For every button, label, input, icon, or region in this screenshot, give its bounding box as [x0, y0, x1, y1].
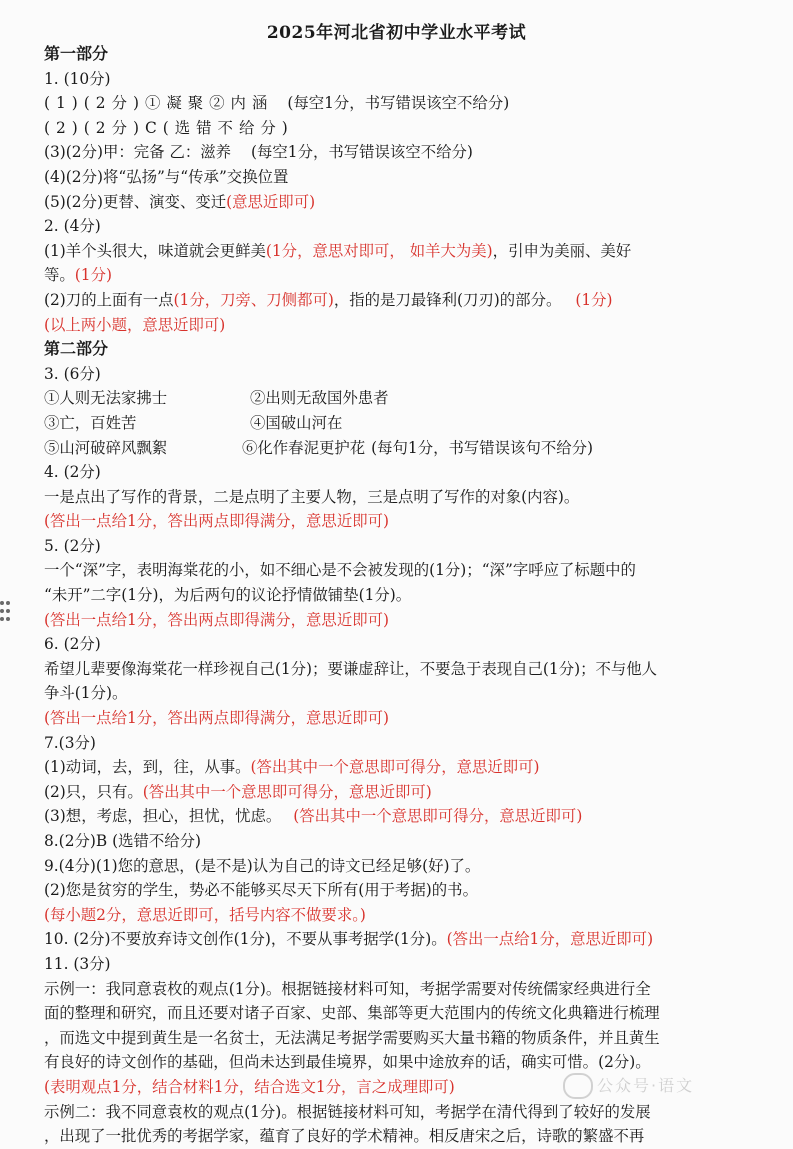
page-title: 2025年河北省初中学业水平考试 [266, 23, 527, 43]
q3-line-3: ⑤山河破碎风飘絮 ⑥化作春泥更护花 (每句1分，书写错误该句不给分) [44, 438, 594, 457]
section-heading-part2: 第二部分 [44, 339, 109, 359]
q7-line-3: (3)想，考虑，担心，担忧，忧虑。 (答出其中一个意思即可得分，意思近即可) [44, 807, 583, 826]
q11-example1-line-1: 示例一：我同意袁枚的观点(1分)。根据链接材料可知，考据学需要对传统儒家经典进行全 [44, 979, 651, 998]
q11-example1-line-2: 面的整理和研究，而且还要对诸子百家、史部、集部等更大范围内的传统文化典籍进行梳理 [44, 1004, 660, 1023]
watermark [563, 1067, 763, 1107]
watermark-text: 公众号·语文 [597, 1076, 695, 1095]
q2-heading: 2. (4分) [44, 217, 101, 236]
q1-heading: 1. (10分) [44, 69, 111, 88]
q9-line-1: 9.(4分)(1)您的意思，(是不是)认为自己的诗文已经足够(好)了。 [44, 856, 481, 875]
q5-heading: 5. (2分) [44, 536, 101, 555]
q1-line-1: (1)(2分)①凝聚②内涵 (每空1分，书写错误该空不给分) [44, 94, 510, 113]
q1-line-2: (2)(2分)C(选错不给分) [44, 118, 294, 137]
q8-line: 8.(2分)B (选错不给分) [44, 832, 202, 850]
drag-handle-icon[interactable] [0, 601, 12, 629]
q6-line-1: 希望儿辈要像海棠花一样珍视自己(1分)；要谦虚辞让，不要急于表现自己(1分)；不与他人 [44, 659, 658, 678]
q3-line-1: ①人则无法家拂士 ②出则无敌国外患者 [44, 389, 389, 408]
q4-line-1: 一是点出了写作的背景，二是点明了主要人物，三是点明了写作的对象(内容)。 [44, 487, 580, 506]
q11-heading: 11. (3分) [44, 954, 111, 973]
q7-line-1: (1)动词，去，到，往，从事。(答出其中一个意思即可得分，意思近即可) [44, 758, 540, 777]
q6-line-2: 争斗(1分)。 [44, 684, 128, 703]
q2-line-2: 等。(1分) [44, 266, 112, 285]
q2-line-3: (2)刀的上面有一点(1分，刀旁、刀侧都可)，指的是刀最锋利(刀刃)的部分。 (1分) [44, 290, 613, 309]
q11-example1-line-3: ，而选文中提到黄生是一名贫士，无法满足考据学需要购买大量书籍的物质条件，并且黄生 [44, 1028, 660, 1047]
q6-heading: 6. (2分) [44, 635, 101, 654]
q3-line-2: ③亡，百姓苦 ④国破山河在 [44, 413, 343, 432]
q7-line-2: (2)只，只有。(答出其中一个意思即可得分，意思近即可) [44, 782, 432, 801]
q5-line-2: “未开”二字(1分)，为后两句的议论抒情做铺垫(1分)。 [44, 586, 412, 605]
q1-line-5: (5)(2分)更替、演变、变迁(意思近即可) [44, 192, 316, 211]
q5-note: (答出一点给1分，答出两点即得满分，意思近即可) [44, 610, 390, 629]
q2-line-1: (1)羊个头很大，味道就会更鲜美(1分，意思对即可， 如羊大为美)，引申为美丽、美好 [44, 241, 632, 260]
q6-note: (答出一点给1分，答出两点即得满分，意思近即可) [44, 709, 390, 728]
answer-content [44, 42, 779, 1149]
q1-line-3: (3)(2分)甲：完备 乙：滋养 (每空1分，书写错误该空不给分) [44, 143, 473, 162]
q11-example2-line-1: 示例二：我不同意袁枚的观点(1分)。根据链接材料可知，考据学在清代得到了较好的发展 [44, 1102, 651, 1121]
q3-heading: 3. (6分) [44, 364, 101, 383]
q11-example1-note: (表明观点1分，结合材料1分，结合选文1分，言之成理即可) [44, 1077, 455, 1096]
section-heading-part1: 第一部分 [44, 44, 109, 63]
chat-bubble-icon [563, 1073, 593, 1099]
q11-example1-line-4: 有良好的诗文创作的基础，但尚未达到最佳境界，如果中途放弃的话，确实可惜。(2分)。 [44, 1053, 651, 1072]
q4-heading: 4. (2分) [44, 463, 101, 482]
q9-note: (每小题2分，意思近即可，括号内容不做要求。) [44, 905, 366, 924]
q2-note: (以上两小题，意思近即可) [44, 315, 226, 334]
q4-note: (答出一点给1分，答出两点即得满分，意思近即可) [44, 512, 390, 531]
q11-example2-line-2: ，出现了一批优秀的考据学家，蕴育了良好的学术精神。相反唐宋之后，诗歌的繁盛不再 [44, 1127, 645, 1146]
q7-heading: 7.(3分) [44, 733, 96, 752]
q1-line-4: (4)(2分)将“弘扬”与“传承”交换位置 [44, 167, 289, 186]
q5-line-1: 一个“深”字，表明海棠花的小，如不细心是不会被发现的(1分)；“深”字呼应了标题中的 [44, 561, 636, 580]
q10-line: 10. (2分)不要放弃诗文创作(1分)，不要从事考据学(1分)。(答出一点给1分，意思近即可) [44, 930, 654, 949]
q9-line-2: (2)您是贫穷的学生，势必不能够买尽天下所有(用于考据)的书。 [44, 881, 478, 900]
